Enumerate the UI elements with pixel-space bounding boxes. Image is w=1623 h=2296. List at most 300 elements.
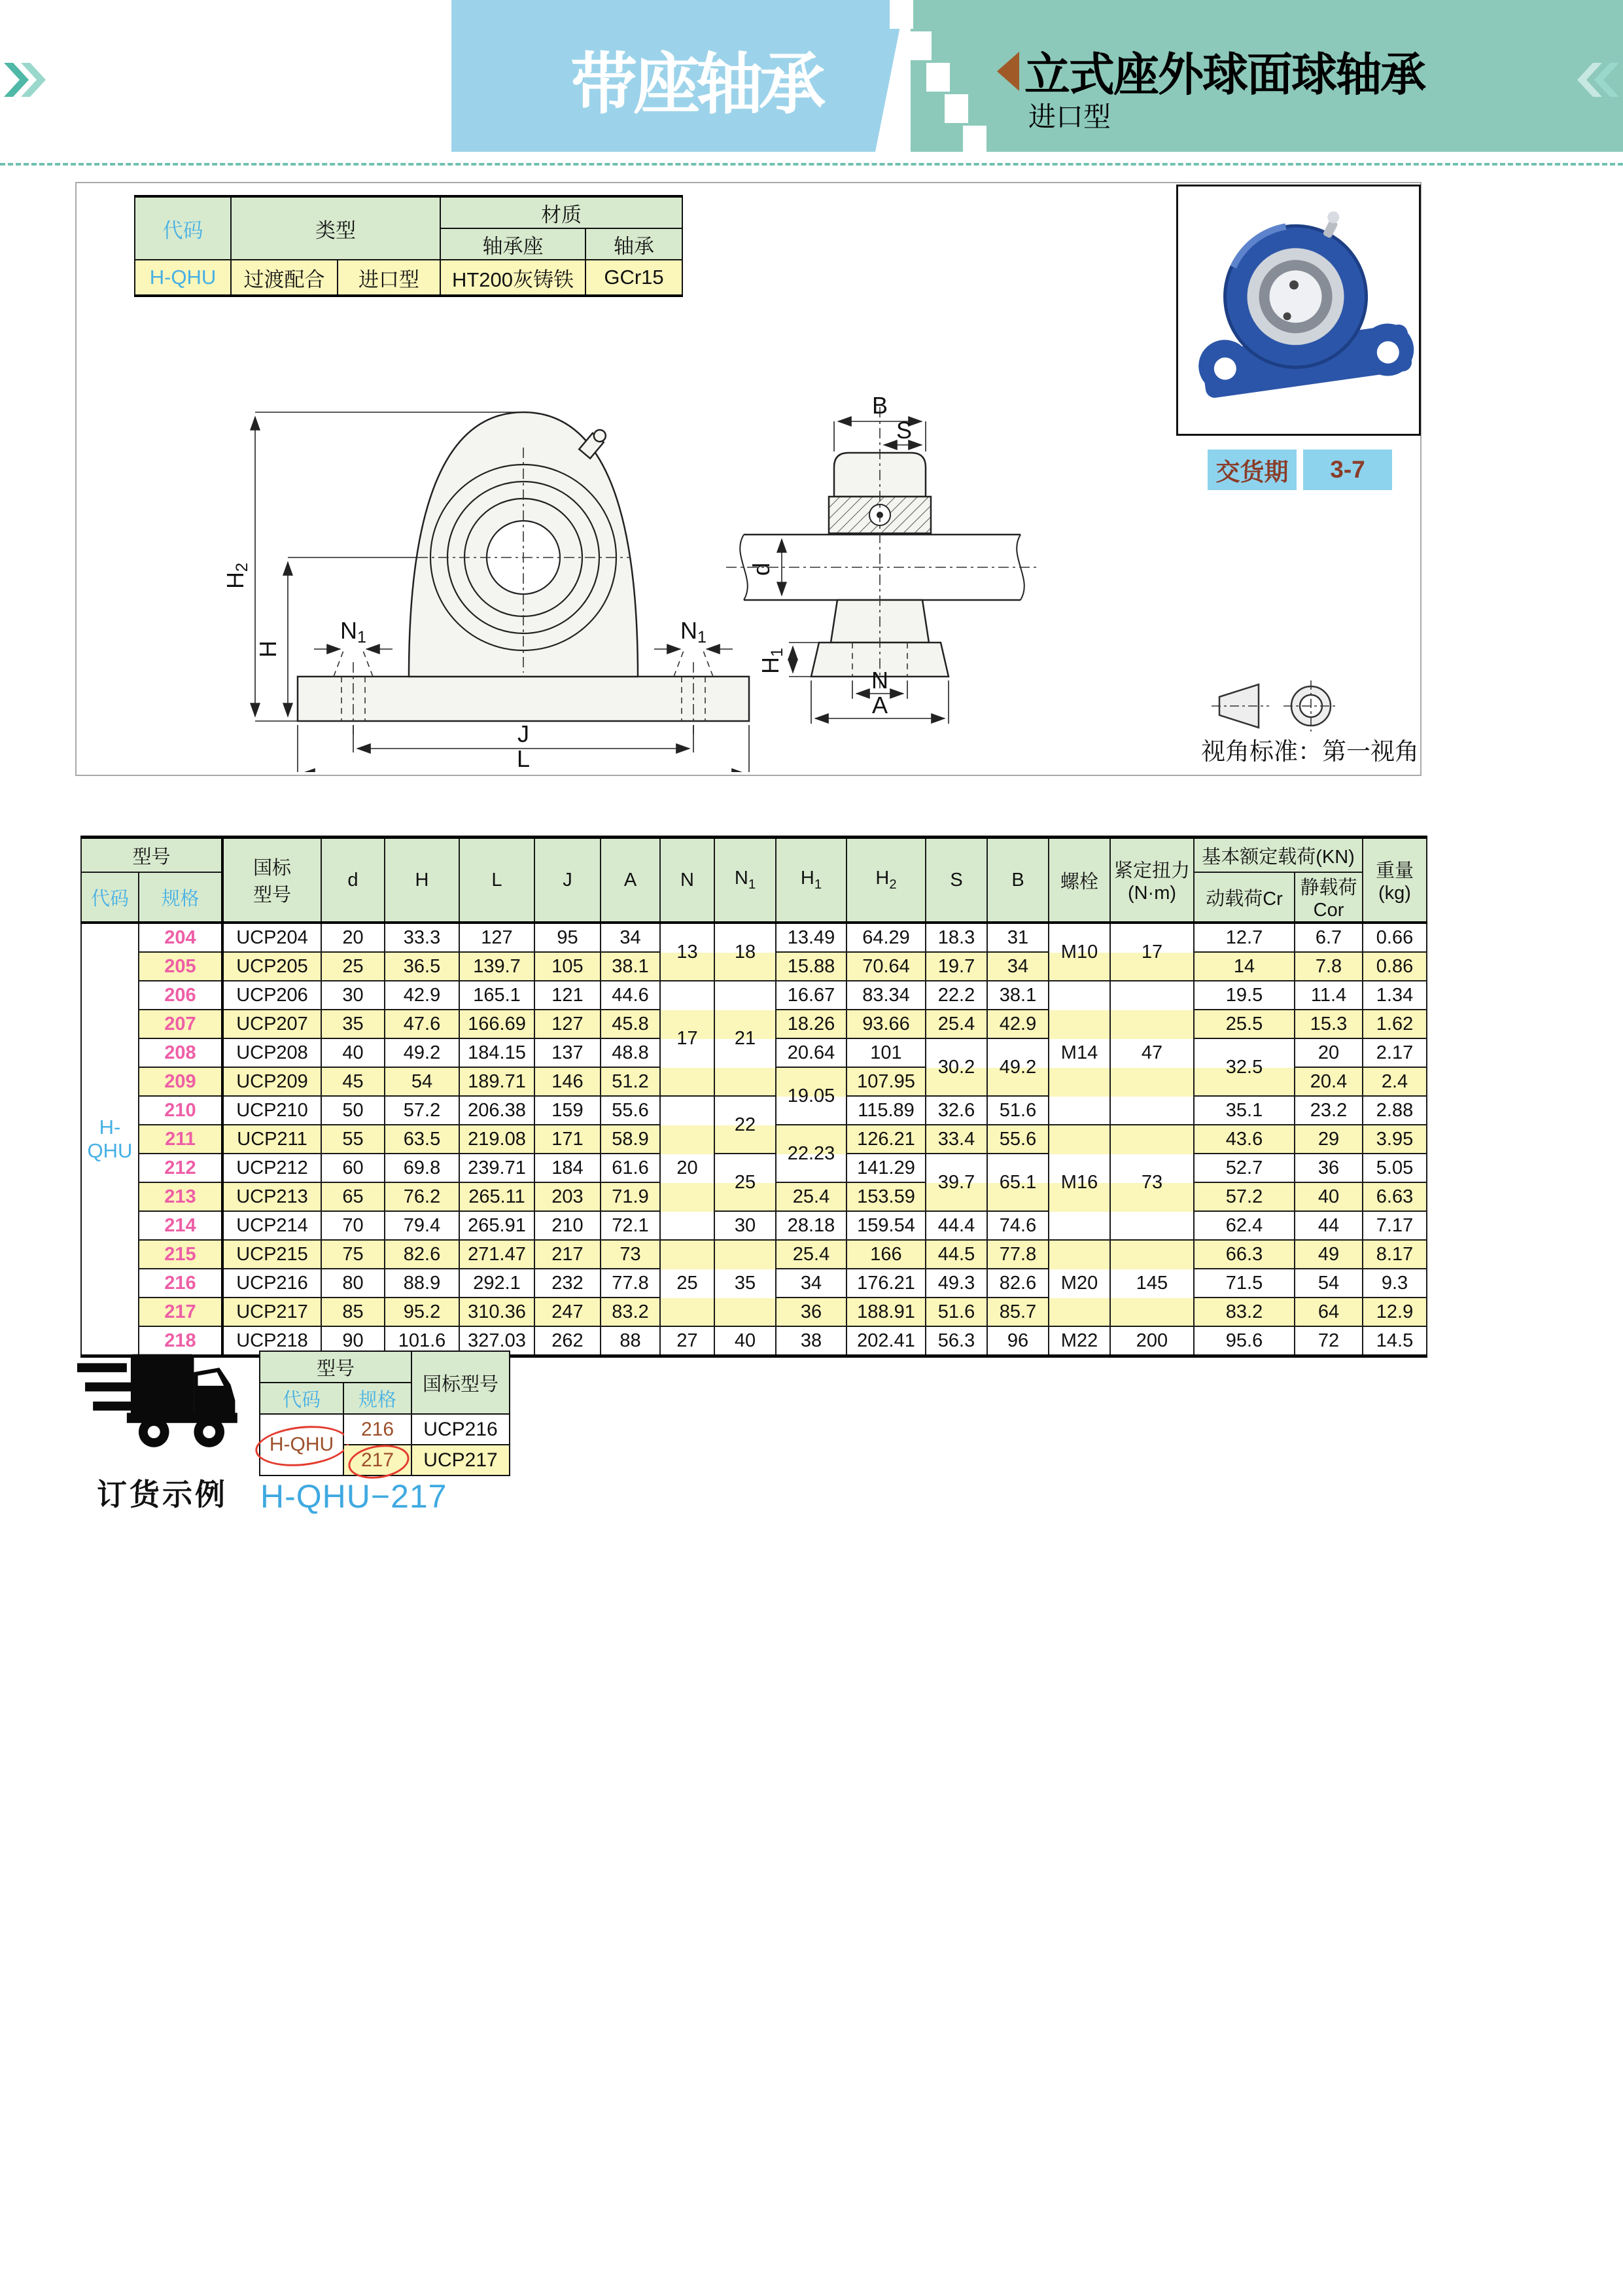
header-load: 基本额定载荷(KN) [1194,838,1363,873]
value-cell: 247 [534,1298,601,1326]
value-cell: 141.29 [846,1154,926,1182]
value-cell: 45 [321,1067,385,1096]
value-cell: 95 [534,923,601,952]
dim-label-b: B [871,392,888,419]
delivery-label: 交货期 [1208,450,1297,490]
view-standard-note: 视角标准：第一视角 [1201,738,1419,765]
header-gb-model: 国标 型号 [222,838,321,923]
truck-icon [77,1349,241,1454]
value-cell: 1.62 [1363,1010,1427,1038]
value-cell: 38.1 [601,952,660,981]
value-cell: 105 [534,952,601,981]
value-cell: 93.66 [846,1010,926,1038]
value-cell: 13.49 [776,923,846,952]
value-cell: 22.23 [776,1125,846,1182]
value-cell: M22 [1049,1326,1110,1356]
first-angle-projection-icon [1212,680,1369,732]
triangle-icon [997,52,1019,91]
info-bearing-material: GCr15 [585,260,682,296]
value-cell: 271.47 [459,1240,534,1269]
value-cell: 20.64 [776,1038,846,1067]
value-cell: 38.1 [987,981,1049,1010]
value-cell: 203 [534,1182,601,1211]
value-cell: 20 [321,923,385,952]
value-cell: 29 [1295,1125,1363,1154]
spec-cell: 215 [139,1240,222,1269]
value-cell: 11.4 [1295,981,1363,1010]
value-cell: 54 [385,1067,459,1096]
header-dynamic-load: 动载荷Cr [1194,872,1295,923]
pillow-block-bearing-image [1178,186,1419,434]
value-cell: 44 [1295,1211,1363,1240]
value-cell: UCP214 [222,1211,321,1240]
value-cell: 45.8 [601,1010,660,1038]
value-cell: 265.91 [459,1211,534,1240]
value-cell: 159.54 [846,1211,926,1240]
info-type-a: 过渡配合 [231,260,338,296]
header-weight: 重量 (kg) [1363,838,1427,923]
value-cell: 17 [1110,923,1194,981]
value-cell: 70.64 [846,952,926,981]
page-title: 带座轴承 [570,47,822,122]
value-cell: 166.69 [459,1010,534,1038]
order-spec-217: 217 [343,1445,411,1475]
header-code: 代码 [81,872,139,923]
value-cell: UCP218 [222,1326,321,1356]
info-header-material: 材质 [440,196,682,228]
value-cell: 137 [534,1038,601,1067]
value-cell: 36 [776,1298,846,1326]
chevrons-left-icon [1576,63,1619,97]
spec-cell: 211 [139,1125,222,1154]
value-cell: 80 [321,1269,385,1298]
order-gb-216: UCP216 [411,1414,510,1445]
info-header-bearing: 轴承 [585,228,682,260]
value-cell: 49.2 [987,1038,1049,1096]
value-cell: 327.03 [459,1326,534,1356]
value-cell: 54 [1295,1269,1363,1298]
value-cell: 107.95 [846,1067,926,1096]
value-cell: 101.6 [385,1326,459,1356]
value-cell: 1.34 [1363,981,1427,1010]
value-cell: 22.2 [926,981,987,1010]
value-cell: 49 [1295,1240,1363,1269]
value-cell: 14.5 [1363,1326,1427,1356]
value-cell: 95.2 [385,1298,459,1326]
header-dim: S [926,838,987,923]
value-cell: 32.6 [926,1096,987,1125]
header-dim: A [601,838,660,923]
value-cell: 36.5 [385,952,459,981]
stair-step [945,94,968,123]
value-cell: 20 [1295,1038,1363,1067]
value-cell: UCP212 [222,1154,321,1182]
value-cell: 232 [534,1269,601,1298]
value-cell: 66.3 [1194,1240,1295,1269]
value-cell: 18.26 [776,1010,846,1038]
value-cell: 69.8 [385,1154,459,1182]
order-result-code: H-QHU−217 [260,1478,447,1515]
value-cell: 127 [534,1010,601,1038]
header-static-load: 静载荷Cor [1295,872,1363,923]
value-cell: 70 [321,1211,385,1240]
order-header-spec: 规格 [343,1383,411,1414]
dimension-table [80,836,1427,1358]
value-cell: 64 [1295,1298,1363,1326]
value-cell: 32.5 [1194,1038,1295,1096]
value-cell: 38 [776,1326,846,1356]
section-subtitle: 进口型 [1028,101,1111,132]
header-dim: $H_2$ [846,838,926,923]
header-dim: L [459,838,534,923]
value-cell: 35 [714,1240,776,1326]
value-cell: UCP211 [222,1125,321,1154]
dim-label-s: S [896,417,913,444]
value-cell: 90 [321,1326,385,1356]
value-cell: UCP207 [222,1010,321,1038]
value-cell: 19.5 [1194,981,1295,1010]
header-dim: H [385,838,459,923]
value-cell: 83.2 [601,1298,660,1326]
value-cell: 96 [987,1326,1049,1356]
value-cell: 8.17 [1363,1240,1427,1269]
value-cell: 58.9 [601,1125,660,1154]
value-cell: 71.9 [601,1182,660,1211]
value-cell: 75 [321,1240,385,1269]
value-cell: 82.6 [385,1240,459,1269]
value-cell: 35 [321,1010,385,1038]
value-cell: 22 [714,1096,776,1154]
value-cell: 15.3 [1295,1010,1363,1038]
value-cell: 44.5 [926,1240,987,1269]
info-code-value: H-QHU [135,260,231,296]
value-cell: 77.8 [987,1240,1049,1269]
value-cell: 47.6 [385,1010,459,1038]
spec-cell: 205 [139,952,222,981]
dim-label-j: J [517,720,529,747]
spec-cell: 214 [139,1211,222,1240]
value-cell: 146 [534,1067,601,1096]
value-cell: 57.2 [385,1096,459,1125]
value-cell: 292.1 [459,1269,534,1298]
stair-step [963,126,986,152]
value-cell: 42.9 [987,1010,1049,1038]
value-cell: 76.2 [385,1182,459,1211]
value-cell: 25 [321,952,385,981]
spec-cell: 216 [139,1269,222,1298]
value-cell: M16 [1049,1125,1110,1240]
value-cell: 51.6 [926,1298,987,1326]
value-cell: 159 [534,1096,601,1125]
value-cell: 171 [534,1125,601,1154]
header-torque: 紧定扭力 (N·m) [1110,838,1194,923]
info-header-housing: 轴承座 [440,228,585,260]
dim-label-d: d [748,562,775,576]
dim-label-h2: H2 [222,562,251,590]
value-cell: UCP206 [222,981,321,1010]
value-cell: UCP205 [222,952,321,981]
value-cell: 95.6 [1194,1326,1295,1356]
value-cell: 262 [534,1326,601,1356]
info-type-b: 进口型 [338,260,440,296]
value-cell: 34 [601,923,660,952]
dim-label-l: L [516,745,531,772]
value-cell: 219.08 [459,1125,534,1154]
value-cell: 74.6 [987,1211,1049,1240]
order-example-label: 订货示例 [97,1477,228,1511]
stair-step [890,0,913,29]
order-gb-217: UCP217 [411,1445,510,1475]
info-housing-material: HT200灰铸铁 [440,260,585,296]
spec-cell: 213 [139,1182,222,1211]
value-cell: 55.6 [987,1125,1049,1154]
chevrons-right-icon [4,63,47,97]
value-cell: 184.15 [459,1038,534,1067]
value-cell: 0.86 [1363,952,1427,981]
value-cell: 61.6 [601,1154,660,1182]
value-cell: 35.1 [1194,1096,1295,1125]
value-cell: UCP216 [222,1269,321,1298]
value-cell: 72 [1295,1326,1363,1356]
value-cell: 206.38 [459,1096,534,1125]
value-cell: 6.63 [1363,1182,1427,1211]
header-dim: N [660,838,714,923]
value-cell: 0.66 [1363,923,1427,952]
value-cell: 56.3 [926,1326,987,1356]
value-cell: 17 [660,981,714,1096]
value-cell: 77.8 [601,1269,660,1298]
value-cell: 19.05 [776,1067,846,1125]
value-cell: 16.67 [776,981,846,1010]
value-cell: 25.4 [776,1182,846,1211]
value-cell: 176.21 [846,1269,926,1298]
value-cell: 60 [321,1154,385,1182]
value-cell: 40 [321,1038,385,1067]
value-cell: 65 [321,1182,385,1211]
value-cell: 189.71 [459,1067,534,1096]
value-cell: 30.2 [926,1038,987,1096]
header-dim: B [987,838,1049,923]
order-header-gb: 国标型号 [411,1351,510,1414]
value-cell: 184 [534,1154,601,1182]
value-cell: 48.8 [601,1038,660,1067]
value-cell: UCP213 [222,1182,321,1211]
value-cell: 51.2 [601,1067,660,1096]
spec-cell: 217 [139,1298,222,1326]
value-cell: 47 [1110,981,1194,1125]
value-cell: 52.7 [1194,1154,1295,1182]
value-cell: 85.7 [987,1298,1049,1326]
value-cell: 19.7 [926,952,987,981]
value-cell: 57.2 [1194,1182,1295,1211]
value-cell: 101 [846,1038,926,1067]
value-cell: 43.6 [1194,1125,1295,1154]
value-cell: 217 [534,1240,601,1269]
value-cell: M20 [1049,1240,1110,1326]
spec-cell: 204 [139,923,222,952]
value-cell: 2.88 [1363,1096,1427,1125]
dim-label-n: N [871,667,888,694]
value-cell: 50 [321,1096,385,1125]
value-cell: 39.7 [926,1154,987,1211]
value-cell: 30 [321,981,385,1010]
value-cell: 73 [1110,1125,1194,1240]
value-cell: 25.5 [1194,1010,1295,1038]
value-cell: 265.11 [459,1182,534,1211]
header-dim: J [534,838,601,923]
value-cell: UCP210 [222,1096,321,1125]
value-cell: 20.4 [1295,1067,1363,1096]
value-cell: 310.36 [459,1298,534,1326]
table-row [81,981,1427,1010]
value-cell: 25 [660,1240,714,1326]
value-cell: 5.05 [1363,1154,1427,1182]
spec-cell: 206 [139,981,222,1010]
header-dim: d [321,838,385,923]
value-cell: 18.3 [926,923,987,952]
order-spec-216: 216 [343,1414,411,1445]
value-cell: 34 [987,952,1049,981]
value-cell: 88 [601,1326,660,1356]
value-cell: 18 [714,923,776,981]
value-cell: 63.5 [385,1125,459,1154]
header-dim: $N_1$ [714,838,776,923]
section-title: 立式座外球面球轴承 [997,38,1425,104]
value-cell: 27 [660,1326,714,1356]
value-cell: 31 [987,923,1049,952]
value-cell: UCP208 [222,1038,321,1067]
value-cell: UCP204 [222,923,321,952]
header-model: 型号 [81,838,222,873]
value-cell: 40 [714,1326,776,1356]
value-cell: 36 [1295,1154,1363,1182]
value-cell: 21 [714,981,776,1096]
dim-label-h: H [254,641,281,658]
order-header-model: 型号 [260,1351,411,1383]
value-cell: 139.7 [459,952,534,981]
value-cell: 49.2 [385,1038,459,1067]
value-cell: 12.7 [1194,923,1295,952]
value-cell: 15.88 [776,952,846,981]
value-cell: 202.41 [846,1326,926,1356]
stair-step [908,31,932,60]
dim-label-a: A [871,692,888,718]
table-row [81,1154,1427,1182]
value-cell: 62.4 [1194,1211,1295,1240]
value-cell: 49.3 [926,1269,987,1298]
value-cell: 200 [1110,1326,1194,1356]
technical-drawing [157,191,1178,772]
value-cell: 65.1 [987,1154,1049,1211]
value-cell: UCP209 [222,1067,321,1096]
spec-cell: 210 [139,1096,222,1125]
value-cell: M14 [1049,981,1110,1125]
value-cell: 115.89 [846,1096,926,1125]
value-cell: 3.95 [1363,1125,1427,1154]
value-cell: 64.29 [846,923,926,952]
value-cell: 73 [601,1240,660,1269]
table-row [81,1211,1427,1240]
value-cell: 88.9 [385,1269,459,1298]
delivery-value: 3-7 [1303,450,1392,490]
value-cell: 165.1 [459,981,534,1010]
divider-dashed [0,163,1623,166]
value-cell: 166 [846,1240,926,1269]
value-cell: 12.9 [1363,1298,1427,1326]
value-cell: 20 [660,1096,714,1240]
value-cell: 33.4 [926,1125,987,1154]
value-cell: 42.9 [385,981,459,1010]
table-row [81,923,1427,952]
spec-cell: 218 [139,1326,222,1356]
product-photo [1176,185,1421,436]
value-cell: 25.4 [776,1240,846,1269]
value-cell: 7.17 [1363,1211,1427,1240]
order-header-code: 代码 [260,1383,343,1414]
value-cell: 55 [321,1125,385,1154]
info-header-code: 代码 [135,196,231,260]
table-row [81,1096,1427,1125]
stair-step [926,63,950,92]
value-cell: 2.4 [1363,1067,1427,1096]
value-cell: 30 [714,1211,776,1240]
value-cell: 7.8 [1295,952,1363,981]
order-example-table [259,1351,510,1476]
value-cell: 33.3 [385,923,459,952]
value-cell: 121 [534,981,601,1010]
value-cell: 40 [1295,1182,1363,1211]
spec-cell: 208 [139,1038,222,1067]
dim-label-n1-right: N1 [680,617,707,646]
header-spec: 规格 [139,872,222,923]
value-cell: 9.3 [1363,1269,1427,1298]
value-cell: 23.2 [1295,1096,1363,1125]
value-cell: 44.4 [926,1211,987,1240]
value-cell: 85 [321,1298,385,1326]
value-cell: 34 [776,1269,846,1298]
info-header-type: 类型 [231,196,440,260]
table-row [81,1240,1427,1269]
value-cell: 79.4 [385,1211,459,1240]
value-cell: 51.6 [987,1096,1049,1125]
value-cell: 127 [459,923,534,952]
header-dim: $H_1$ [776,838,846,923]
value-cell: M10 [1049,923,1110,981]
value-cell: 13 [660,923,714,981]
order-code-value: H-QHU [260,1414,343,1475]
value-cell: 239.71 [459,1154,534,1182]
spec-cell: 212 [139,1154,222,1182]
value-cell: 153.59 [846,1182,926,1211]
header-bolt: 螺栓 [1049,838,1110,923]
spec-cell: 209 [139,1067,222,1096]
value-cell: 25.4 [926,1010,987,1038]
dim-label-n1-left: N1 [340,617,367,646]
value-cell: 55.6 [601,1096,660,1125]
value-cell: 72.1 [601,1211,660,1240]
dim-label-h1: H1 [757,647,786,675]
value-cell: 126.21 [846,1125,926,1154]
value-cell: 188.91 [846,1298,926,1326]
value-cell: UCP217 [222,1298,321,1326]
side-view [740,453,1024,677]
value-cell: 25 [714,1154,776,1211]
value-cell: 28.18 [776,1211,846,1240]
value-cell: 83.34 [846,981,926,1010]
value-cell: 83.2 [1194,1298,1295,1326]
spec-cell: 207 [139,1010,222,1038]
value-cell: 6.7 [1295,923,1363,952]
